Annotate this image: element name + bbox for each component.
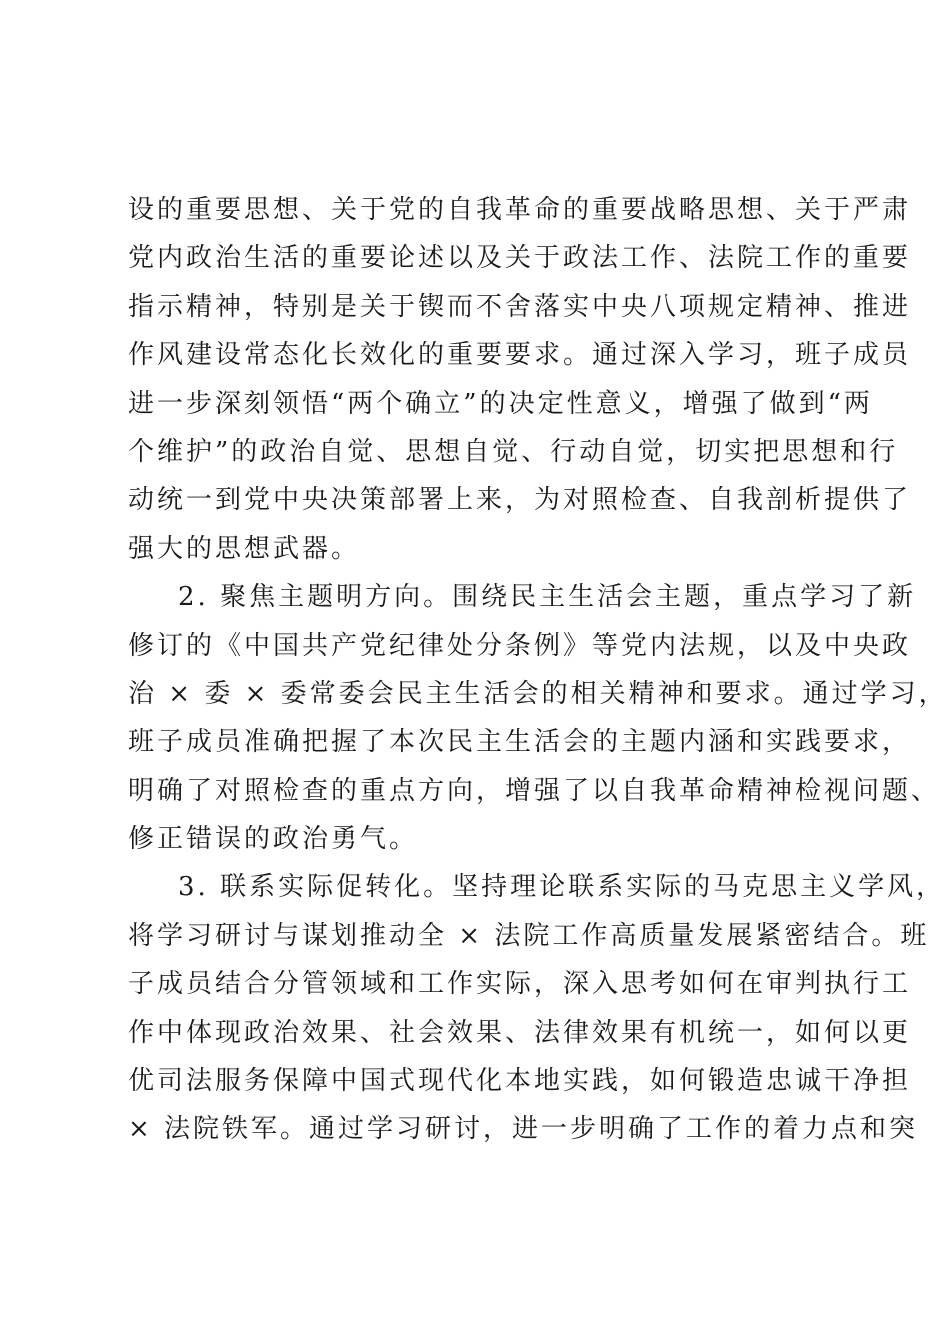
text-line: 将学习研讨与谋划推动全 × 法院工作高质量发展紧密结合。班 — [128, 920, 930, 951]
text-line: 修订的《中国共产党纪律处分条例》等党内法规，以及中央政 — [128, 630, 912, 661]
text-line: 党内政治生活的重要论述以及关于政法工作、法院工作的重要 — [128, 243, 912, 274]
text-line: 作中体现政治效果、社会效果、法律效果有机统一，如何以更 — [128, 1017, 912, 1048]
text-line: 明确了对照检查的重点方向，增强了以自我革命精神检视问题、 — [128, 775, 941, 806]
text-line: 作风建设常态化长效化的重要要求。通过深入学习，班子成员 — [128, 340, 912, 371]
text-line: 子成员结合分管领域和工作实际，深入思考如何在审判执行工 — [128, 969, 912, 1000]
document-body — [128, 186, 948, 1154]
paragraph-heading-line: 2. 聚焦主题明方向。围绕民主生活会主题，重点学习了新 — [178, 582, 917, 613]
text-line: 指示精神，特别是关于锲而不舍落实中央八项规定精神、推进 — [128, 291, 912, 322]
text-line: 优司法服务保障中国式现代化本地实践，如何锻造忠诚干净担 — [128, 1066, 912, 1097]
text-line: 设的重要思想、关于党的自我革命的重要战略思想、关于严肃 — [128, 195, 912, 225]
text-line: 班子成员准确把握了本次民主生活会的主题内涵和实践要求， — [128, 727, 912, 758]
text-line: 个维护”的政治自觉、思想自觉、行动自觉，切实把思想和行 — [128, 436, 899, 467]
text-line: 修正错误的政治勇气。 — [128, 824, 419, 855]
text-line: 治 × 委 × 委常委会民主生活会的相关精神和要求。通过学习， — [128, 678, 948, 709]
text-line: 进一步深刻领悟“两个确立”的决定性意义，增强了做到“两 — [128, 388, 873, 419]
text-line: × 法院铁军。通过学习研讨，进一步明确了工作的着力点和突 — [128, 1114, 919, 1145]
text-line: 动统一到党中央决策部署上来，为对照检查、自我剖析提供了 — [128, 485, 912, 516]
paragraph-heading-line: 3. 联系实际促转化。坚持理论联系实际的马克思主义学风， — [178, 872, 946, 903]
text-line: 强大的思想武器。 — [128, 533, 361, 564]
